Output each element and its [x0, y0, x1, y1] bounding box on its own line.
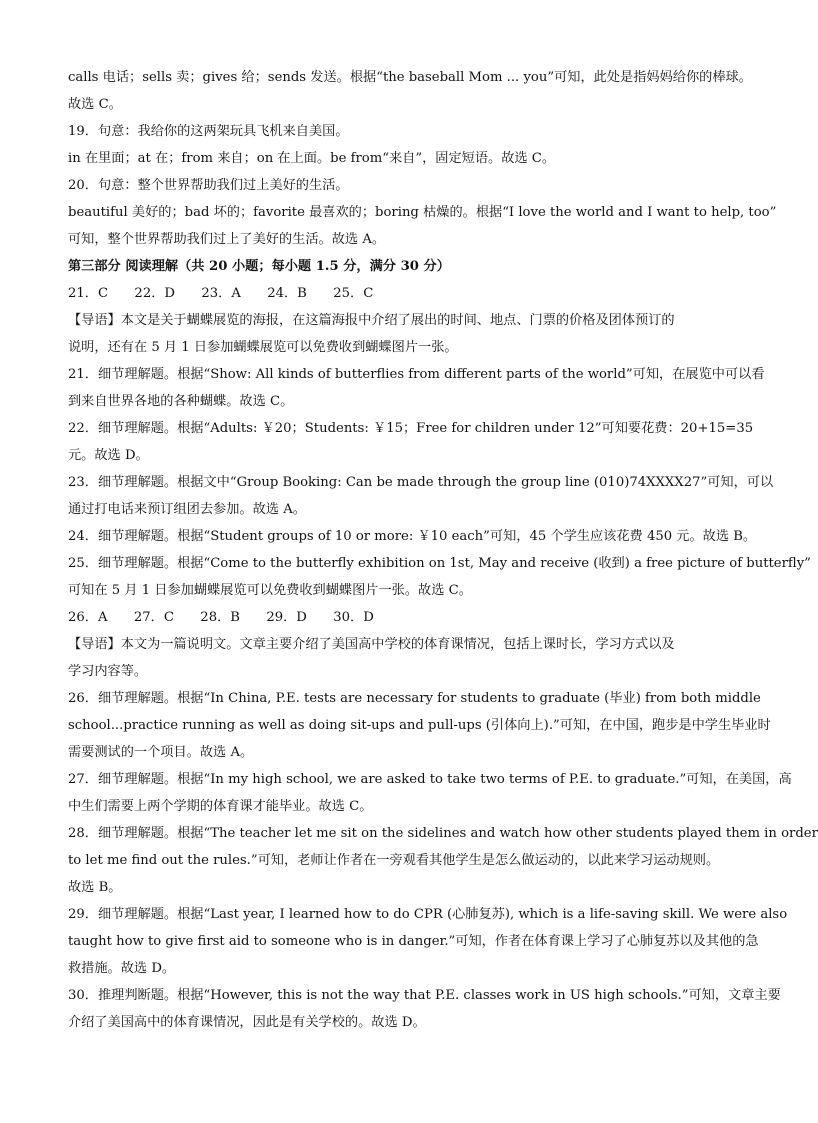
text-line: 元。故选 D。 [68, 448, 149, 463]
text-line: 学习内容等。 [68, 664, 148, 679]
passage-intro: 【导语】本文为一篇说明文。文章主要介绍了美国高中学校的体育课情况，包括上课时长，学习方式以及 [68, 637, 675, 652]
question-19-meaning: 19．句意：我给你的这两架玩具飞机来自美国。 [68, 124, 349, 139]
answers-26-30: 26．A 27．C 28．B 29．D 30．D [68, 610, 374, 625]
text-line: beautiful 美好的；bad 坏的；favorite 最喜欢的；boring 枯燥的。根据“I love the world and I want to help, too” [68, 205, 777, 220]
explanation-30: 30．推理判断题。根据“However, this is not the way that P.E. classes work in US high schools.”可知，文章主要 [68, 988, 781, 1003]
explanation-28: 28．细节理解题。根据“The teacher let me sit on the sidelines and watch how other students played them in order [68, 826, 818, 841]
text-line: 故选 C。 [68, 97, 122, 112]
text-line: 通过打电话来预订组团去参加。故选 A。 [68, 502, 306, 517]
question-20-meaning: 20．句意：整个世界帮助我们过上美好的生活。 [68, 178, 349, 193]
text-line: 可知，整个世界帮助我们过上了美好的生活。故选 A。 [68, 232, 386, 247]
text-line: taught how to give first aid to someone who is in danger.”可知，作者在体育课上学习了心肺复苏以及其他的急 [68, 934, 759, 949]
explanation-26: 26．细节理解题。根据“In China, P.E. tests are necessary for students to graduate (毕业) from both middle [68, 691, 761, 706]
section-heading: 第三部分 阅读理解（共 20 小题；每小题 1.5 分，满分 30 分） [68, 259, 450, 274]
text-line: school...practice running as well as doing sit-ups and pull-ups (引体向上).”可知，在中国，跑步是中学生毕业时 [68, 718, 771, 733]
text-line: calls 电话；sells 卖；gives 给；sends 发送。根据“the baseball Mom ... you”可知，此处是指妈妈给你的棒球。 [68, 70, 752, 85]
answers-21-25: 21．C 22．D 23．A 24．B 25．C [68, 286, 374, 301]
explanation-24: 24．细节理解题。根据“Student groups of 10 or more: ￥10 each”可知，45 个学生应该花费 450 元。故选 B。 [68, 529, 757, 544]
text-line: in 在里面；at 在；from 来自；on 在上面。be from“来自”，固定短语。故选 C。 [68, 151, 556, 166]
text-line: 故选 B。 [68, 880, 122, 895]
explanation-27: 27．细节理解题。根据“In my high school, we are asked to take two terms of P.E. to graduate.”可知，在美国，高 [68, 772, 792, 787]
text-line: 救措施。故选 D。 [68, 961, 176, 976]
text-line: 说明，还有在 5 月 1 日参加蝴蝶展览可以免费收到蝴蝶图片一张。 [68, 340, 458, 355]
explanation-25: 25．细节理解题。根据“Come to the butterfly exhibition on 1st, May and receive (收到) a free picture of butterfly” [68, 556, 811, 571]
text-line: 介绍了美国高中的体育课情况，因此是有关学校的。故选 D。 [68, 1015, 426, 1030]
text-line: 到来自世界各地的各种蝴蝶。故选 C。 [68, 394, 294, 409]
text-line: 中生们需要上两个学期的体育课才能毕业。故选 C。 [68, 799, 373, 814]
text-line: to let me find out the rules.”可知，老师让作者在一旁观看其他学生是怎么做运动的，以此来学习运动规则。 [68, 853, 720, 868]
text-line: 需要测试的一个项目。故选 A。 [68, 745, 254, 760]
explanation-23: 23．细节理解题。根据文中“Group Booking: Can be made through the group line (010)74XXXX27”可知，可以 [68, 475, 774, 490]
explanation-29: 29．细节理解题。根据“Last year, I learned how to do CPR (心肺复苏), which is a life-saving skill. We were also [68, 907, 788, 922]
text-line: 可知在 5 月 1 日参加蝴蝶展览可以免费收到蝴蝶图片一张。故选 C。 [68, 583, 472, 598]
explanation-21: 21．细节理解题。根据“Show: All kinds of butterflies from different parts of the world”可知，在展览中可以看 [68, 367, 765, 382]
explanation-22: 22．细节理解题。根据“Adults: ￥20；Students: ￥15；Free for children under 12”可知要花费：20+15=35 [68, 421, 754, 436]
passage-intro: 【导语】本文是关于蝴蝶展览的海报，在这篇海报中介绍了展出的时间、地点、门票的价格及团体预订的 [68, 313, 675, 328]
answer-key-page [68, 64, 818, 1036]
